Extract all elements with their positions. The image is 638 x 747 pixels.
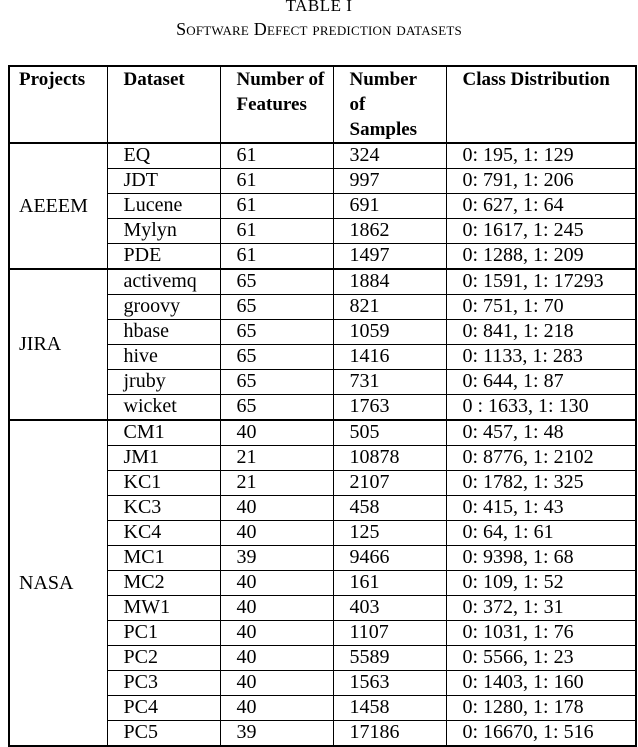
features-cell: 61 (220, 169, 333, 194)
samples-cell: 1416 (333, 345, 446, 370)
samples-cell: 1563 (333, 671, 446, 696)
table-body (9, 143, 636, 746)
features-cell: 39 (220, 546, 333, 571)
features-cell: 61 (220, 219, 333, 244)
features-cell: 40 (220, 420, 333, 446)
features-cell: 61 (220, 194, 333, 219)
distribution-cell: 0: 195, 1: 129 (446, 143, 636, 169)
features-cell: 39 (220, 721, 333, 747)
dataset-cell: hbase (107, 320, 220, 345)
dataset-cell: Lucene (107, 194, 220, 219)
project-cell: NASA (9, 420, 107, 746)
dataset-cell: PC4 (107, 696, 220, 721)
features-cell: 40 (220, 621, 333, 646)
dataset-cell: wicket (107, 395, 220, 421)
samples-cell: 1763 (333, 395, 446, 421)
samples-cell: 9466 (333, 546, 446, 571)
dataset-cell: activemq (107, 269, 220, 295)
table-header (9, 66, 636, 143)
distribution-cell: 0: 109, 1: 52 (446, 571, 636, 596)
features-cell: 61 (220, 143, 333, 169)
project-cell: AEEEM (9, 143, 107, 269)
project-cell: JIRA (9, 269, 107, 420)
samples-cell: 1497 (333, 244, 446, 270)
samples-cell: 10878 (333, 446, 446, 471)
distribution-cell: 0: 841, 1: 218 (446, 320, 636, 345)
dataset-cell: MC2 (107, 571, 220, 596)
dataset-cell: hive (107, 345, 220, 370)
samples-cell: 1458 (333, 696, 446, 721)
datasets-table (8, 65, 637, 747)
distribution-cell: 0: 1288, 1: 209 (446, 244, 636, 270)
table-row (9, 420, 636, 446)
header-row (9, 66, 636, 143)
table-row (9, 269, 636, 295)
samples-cell: 403 (333, 596, 446, 621)
table-title: Software Defect prediction datasets (176, 19, 462, 39)
dataset-cell: jruby (107, 370, 220, 395)
distribution-cell: 0: 644, 1: 87 (446, 370, 636, 395)
dataset-cell: PC1 (107, 621, 220, 646)
features-cell: 21 (220, 446, 333, 471)
header-features: Number of Features (220, 66, 333, 143)
features-cell: 65 (220, 395, 333, 421)
features-cell: 21 (220, 471, 333, 496)
samples-cell: 821 (333, 295, 446, 320)
header-projects: Projects (9, 66, 107, 143)
distribution-cell: 0: 1782, 1: 325 (446, 471, 636, 496)
samples-cell: 17186 (333, 721, 446, 747)
dataset-cell: PDE (107, 244, 220, 270)
dataset-cell: PC2 (107, 646, 220, 671)
samples-cell: 324 (333, 143, 446, 169)
features-cell: 40 (220, 646, 333, 671)
distribution-cell: 0 : 1633, 1: 130 (446, 395, 636, 421)
dataset-cell: MW1 (107, 596, 220, 621)
distribution-cell: 0: 627, 1: 64 (446, 194, 636, 219)
samples-cell: 505 (333, 420, 446, 446)
distribution-cell: 0: 1617, 1: 245 (446, 219, 636, 244)
samples-cell: 2107 (333, 471, 446, 496)
distribution-cell: 0: 791, 1: 206 (446, 169, 636, 194)
distribution-cell: 0: 1031, 1: 76 (446, 621, 636, 646)
dataset-cell: MC1 (107, 546, 220, 571)
samples-cell: 125 (333, 521, 446, 546)
features-cell: 65 (220, 269, 333, 295)
dataset-cell: Mylyn (107, 219, 220, 244)
dataset-cell: CM1 (107, 420, 220, 446)
dataset-cell: JDT (107, 169, 220, 194)
table-row (9, 143, 636, 169)
features-cell: 40 (220, 496, 333, 521)
distribution-cell: 0: 8776, 1: 2102 (446, 446, 636, 471)
distribution-cell: 0: 1591, 1: 17293 (446, 269, 636, 295)
features-cell: 40 (220, 521, 333, 546)
dataset-cell: PC5 (107, 721, 220, 747)
dataset-cell: PC3 (107, 671, 220, 696)
samples-cell: 731 (333, 370, 446, 395)
samples-cell: 1884 (333, 269, 446, 295)
samples-cell: 691 (333, 194, 446, 219)
features-cell: 40 (220, 671, 333, 696)
features-cell: 65 (220, 370, 333, 395)
dataset-cell: groovy (107, 295, 220, 320)
distribution-cell: 0: 16670, 1: 516 (446, 721, 636, 747)
distribution-cell: 0: 751, 1: 70 (446, 295, 636, 320)
distribution-cell: 0: 1280, 1: 178 (446, 696, 636, 721)
dataset-cell: JM1 (107, 446, 220, 471)
header-distribution: Class Distribution (446, 66, 636, 143)
features-cell: 61 (220, 244, 333, 270)
samples-cell: 997 (333, 169, 446, 194)
dataset-cell: KC3 (107, 496, 220, 521)
distribution-cell: 0: 457, 1: 48 (446, 420, 636, 446)
header-samples: Number of Samples (333, 66, 446, 143)
distribution-cell: 0: 372, 1: 31 (446, 596, 636, 621)
table-label: TABLE I (285, 0, 353, 15)
samples-cell: 1059 (333, 320, 446, 345)
distribution-cell: 0: 415, 1: 43 (446, 496, 636, 521)
samples-cell: 161 (333, 571, 446, 596)
samples-cell: 458 (333, 496, 446, 521)
distribution-cell: 0: 5566, 1: 23 (446, 646, 636, 671)
header-dataset: Dataset (107, 66, 220, 143)
distribution-cell: 0: 9398, 1: 68 (446, 546, 636, 571)
features-cell: 65 (220, 320, 333, 345)
features-cell: 40 (220, 596, 333, 621)
dataset-cell: KC1 (107, 471, 220, 496)
distribution-cell: 0: 64, 1: 61 (446, 521, 636, 546)
dataset-cell: EQ (107, 143, 220, 169)
samples-cell: 5589 (333, 646, 446, 671)
samples-cell: 1107 (333, 621, 446, 646)
features-cell: 40 (220, 571, 333, 596)
distribution-cell: 0: 1403, 1: 160 (446, 671, 636, 696)
features-cell: 65 (220, 345, 333, 370)
features-cell: 40 (220, 696, 333, 721)
distribution-cell: 0: 1133, 1: 283 (446, 345, 636, 370)
features-cell: 65 (220, 295, 333, 320)
dataset-cell: KC4 (107, 521, 220, 546)
samples-cell: 1862 (333, 219, 446, 244)
